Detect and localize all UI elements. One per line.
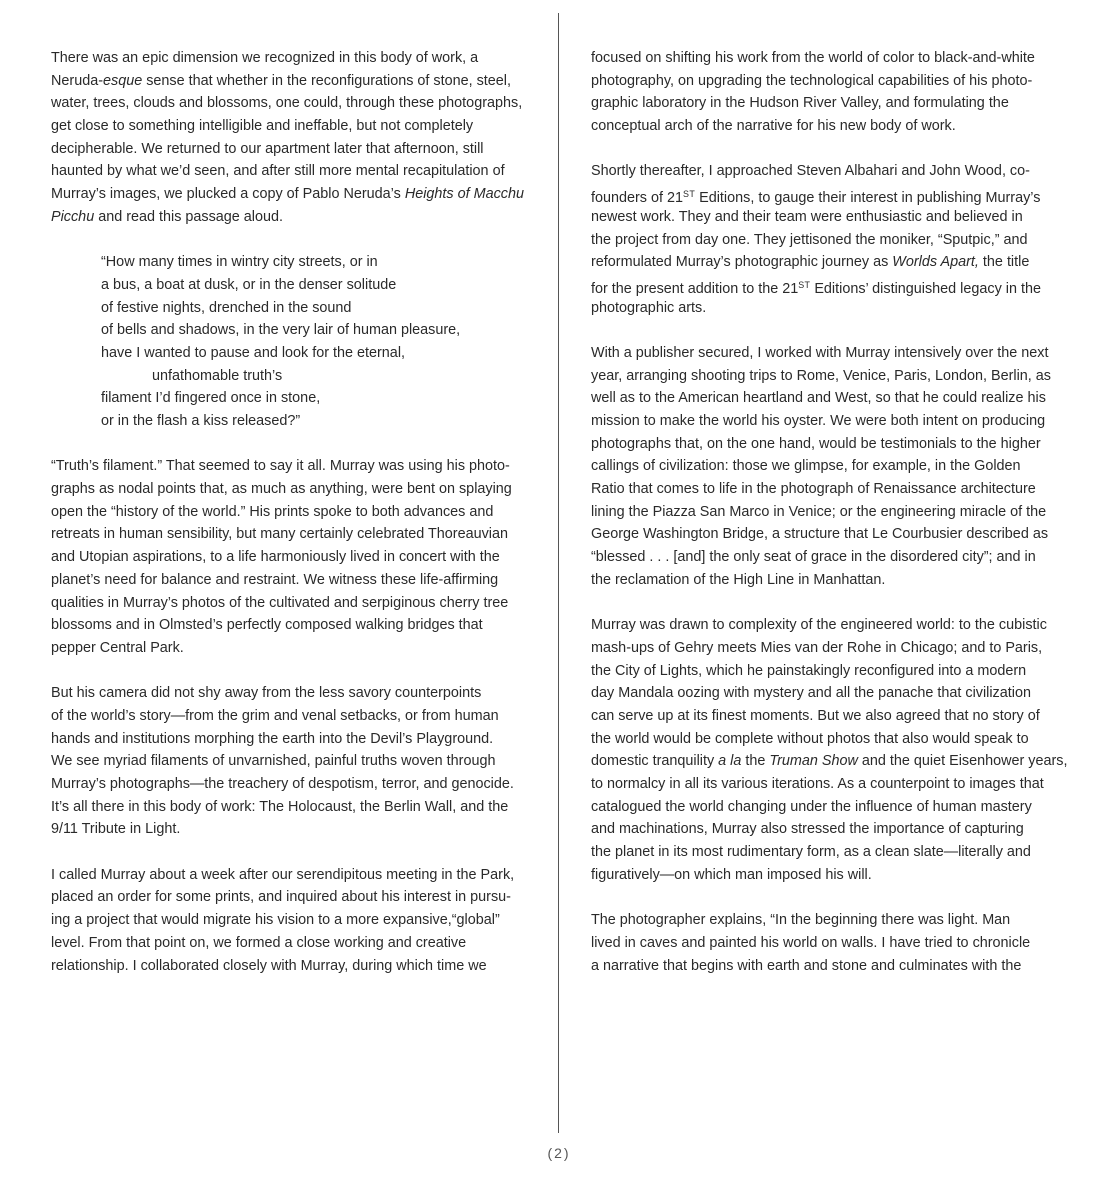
text-line: callings of civilization: those we glimpse, for example, in the Golden xyxy=(591,458,1021,475)
paragraph-gap xyxy=(591,592,1071,615)
text-line: day Mandala oozing with mystery and all the panache that civilization xyxy=(591,685,1031,702)
text-line: The photographer explains, “In the beginning there was light. Man xyxy=(591,912,1011,929)
text-line: figuratively—on which man imposed his will. xyxy=(591,866,872,883)
text-line: the world would be complete without photos that also would speak to xyxy=(591,730,1029,747)
text-line: qualities in Murray’s photos of the cultivated and serpiginous cherry tree xyxy=(51,594,509,611)
text-line: But his camera did not shy away from the less savory counterpoints xyxy=(51,685,482,702)
text-line: of the world’s story—from the grim and venal setbacks, or from human xyxy=(51,707,499,724)
text-line: I called Murray about a week after our serendipitous meeting in the Park, xyxy=(51,866,515,883)
page-number: (2) xyxy=(547,1145,571,1161)
paragraph-gap xyxy=(51,841,531,864)
text-line: domestic tranquility a la the Truman Show and the quiet Eisenhower years, xyxy=(591,753,1068,770)
text-line: the planet in its most rudimentary form, as a clean slate—literally and xyxy=(591,844,1031,861)
text-line: to normalcy in all its various iterations. As a counterpoint to images that xyxy=(591,776,1044,792)
text-line: “blessed . . . [and] the only seat of grace in the disordered city”; and in xyxy=(591,549,1036,566)
text-line: get close to something intelligible and ineffable, but not completely xyxy=(51,118,474,135)
paragraph-gap xyxy=(51,433,531,456)
column-divider xyxy=(558,13,559,1133)
text-line: There was an epic dimension we recognized in this body of work, a xyxy=(51,50,479,66)
text-line: can serve up at its finest moments. But we also agreed that no story of xyxy=(591,707,1040,724)
text-line: 9/11 Tribute in Light. xyxy=(51,821,181,838)
text-line: lived in caves and painted his world on walls. I have tried to chronicle xyxy=(591,934,1031,951)
left-column xyxy=(51,47,531,977)
text-line: With a publisher secured, I worked with Murray intensively over the next xyxy=(591,344,1049,361)
text-line: George Washington Bridge, a structure that Le Courbusier described as xyxy=(591,526,1049,543)
text-line: focused on shifting his work from the world of color to black-and-white xyxy=(591,50,1035,66)
text-line: newest work. They and their team were enthusiastic and believed in xyxy=(591,208,1023,225)
text-line: reformulated Murray’s photographic journey as Worlds Apart, the title xyxy=(591,254,1030,271)
text-line: a bus, a boat at dusk, or in the denser solitude xyxy=(101,276,397,293)
text-line: “Truth’s filament.” That seemed to say it all. Murray was using his photo- xyxy=(51,458,510,475)
text-line: or in the flash a kiss released?” xyxy=(101,413,301,429)
text-line: unfathomable truth’s xyxy=(152,367,283,384)
paragraph-gap xyxy=(51,229,531,252)
paragraph-gap xyxy=(51,660,531,683)
text-line: graphic laboratory in the Hudson River Valley, and formulating the xyxy=(591,95,1009,112)
text-line: haunted by what we’d seen, and after still more mental recapitulation of xyxy=(51,163,505,180)
text-line: have I wanted to pause and look for the eternal, xyxy=(101,344,406,361)
text-line: Neruda-esque sense that whether in the reconfigurations of stone, steel, xyxy=(51,72,511,89)
text-line: mash-ups of Gehry meets Mies van der Rohe in Chicago; and to Paris, xyxy=(591,639,1043,656)
text-line: the reclamation of the High Line in Manhattan. xyxy=(591,571,886,588)
text-line: “How many times in wintry city streets, or in xyxy=(101,254,378,271)
text-line: and Utopian aspirations, to a life harmoniously lived in concert with the xyxy=(51,549,500,566)
text-line: Murray’s images, we plucked a copy of Pablo Neruda’s Heights of Macchu xyxy=(51,186,525,203)
text-line: Picchu and read this passage aloud. xyxy=(51,208,284,225)
paragraph-gap xyxy=(591,319,1071,342)
text-line: hands and institutions morphing the earth into the Devil’s Playground. xyxy=(51,730,494,747)
text-line: founders of 21ST Editions, to gauge their interest in publishing Murray’s xyxy=(591,189,1041,207)
paragraph-gap xyxy=(591,138,1071,161)
text-line: filament I’d fingered once in stone, xyxy=(101,390,321,407)
text-line: catalogued the world changing under the influence of human mastery xyxy=(591,798,1032,815)
text-line: ing a project that would migrate his vision to a more expansive,“global” xyxy=(51,912,500,929)
text-line: of bells and shadows, in the very lair of human pleasure, xyxy=(101,322,461,339)
text-line: graphs as nodal points that, as much as anything, were bent on splaying xyxy=(51,481,512,498)
text-line: photography, on upgrading the technological capabilities of his photo- xyxy=(591,72,1033,89)
text-line: well as to the American heartland and West, so that he could realize his xyxy=(591,390,1046,407)
text-line: Murray was drawn to complexity of the engineered world: to the cubistic xyxy=(591,617,1047,634)
text-line: level. From that point on, we formed a close working and creative xyxy=(51,934,467,951)
text-line: open the “history of the world.” His prints spoke to both advances and xyxy=(51,503,494,520)
text-line: relationship. I collaborated closely with Murray, during which time we xyxy=(51,957,487,974)
text-line: Murray’s photographs—the treachery of despotism, terror, and genocide. xyxy=(51,776,514,792)
text-line: Ratio that comes to life in the photograph of Renaissance architecture xyxy=(591,481,1036,498)
text-line: a narrative that begins with earth and stone and culminates with the xyxy=(591,957,1022,974)
text-line: It’s all there in this body of work: The Holocaust, the Berlin Wall, and the xyxy=(51,798,509,815)
text-line: water, trees, clouds and blossoms, one could, through these photographs, xyxy=(51,95,523,112)
text-line: year, arranging shooting trips to Rome, Venice, Paris, London, Berlin, as xyxy=(591,367,1051,384)
text-line: pepper Central Park. xyxy=(51,639,184,656)
right-column xyxy=(591,47,1071,977)
text-line: We see myriad filaments of unvarnished, painful truths woven through xyxy=(51,753,496,770)
text-line: blossoms and in Olmsted’s perfectly composed walking bridges that xyxy=(51,617,483,634)
text-line: and machinations, Murray also stressed the importance of capturing xyxy=(591,821,1024,838)
text-line: the City of Lights, which he painstakingly reconfigured into a modern xyxy=(591,662,1027,679)
text-line: the project from day one. They jettisoned the moniker, “Sputpic,” and xyxy=(591,231,1028,248)
text-line: of festive nights, drenched in the sound xyxy=(101,299,352,316)
text-line: decipherable. We returned to our apartment later that afternoon, still xyxy=(51,140,484,157)
text-line: placed an order for some prints, and inquired about his interest in pursu- xyxy=(51,889,511,906)
text-line: conceptual arch of the narrative for his new body of work. xyxy=(591,118,956,135)
text-line: Shortly thereafter, I approached Steven Albahari and John Wood, co- xyxy=(591,163,1030,180)
paragraph-gap xyxy=(591,886,1071,909)
text-line: photographs that, on the one hand, would be testimonials to the higher xyxy=(591,435,1041,452)
text-line: mission to make the world his oyster. We were both intent on producing xyxy=(591,413,1046,429)
text-line: lining the Piazza San Marco in Venice; or the engineering miracle of the xyxy=(591,503,1047,520)
text-line: planet’s need for balance and restraint. We witness these life-affirming xyxy=(51,571,499,588)
text-line: for the present addition to the 21ST Editions’ distinguished legacy in the xyxy=(591,279,1041,297)
text-line: photographic arts. xyxy=(591,299,707,316)
text-line: retreats in human sensibility, but many certainly celebrated Thoreauvian xyxy=(51,526,509,543)
